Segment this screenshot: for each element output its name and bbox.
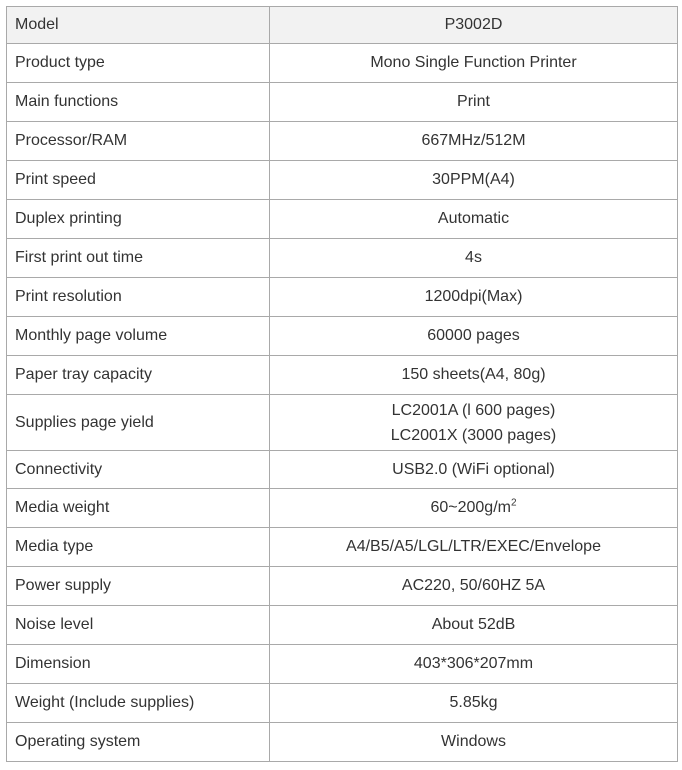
row-label: Paper tray capacity: [7, 356, 270, 395]
table-row: [7, 356, 678, 395]
table-row: [7, 606, 678, 645]
row-label: Operating system: [7, 723, 270, 762]
row-value: Windows: [270, 723, 678, 762]
table-row: [7, 278, 678, 317]
row-value-line: LC2001X (3000 pages): [390, 426, 557, 444]
table-row: [7, 395, 678, 451]
row-value: AC220, 50/60HZ 5A: [270, 567, 678, 606]
header-value: P3002D: [270, 7, 678, 44]
row-label: Main functions: [7, 83, 270, 122]
row-label: Media weight: [7, 489, 270, 528]
table-row: [7, 723, 678, 762]
header-label: Model: [7, 7, 270, 44]
row-label: Duplex printing: [7, 200, 270, 239]
row-label: Monthly page volume: [7, 317, 270, 356]
row-value-text: 60~200g/m: [430, 499, 511, 516]
row-value: [270, 395, 678, 451]
row-label: Print speed: [7, 161, 270, 200]
row-label: Noise level: [7, 606, 270, 645]
row-value: Mono Single Function Printer: [270, 44, 678, 83]
row-label: Dimension: [7, 645, 270, 684]
table-row: [7, 122, 678, 161]
row-value: About 52dB: [270, 606, 678, 645]
table-row: [7, 489, 678, 528]
row-value: USB2.0 (WiFi optional): [270, 451, 678, 489]
row-value: 667MHz/512M: [270, 122, 678, 161]
row-label: Connectivity: [7, 451, 270, 489]
row-value: Print: [270, 83, 678, 122]
table-row: [7, 83, 678, 122]
table-row: [7, 684, 678, 723]
table-row: [7, 567, 678, 606]
row-label: Power supply: [7, 567, 270, 606]
row-value: Automatic: [270, 200, 678, 239]
table-row: [7, 200, 678, 239]
table-row: [7, 645, 678, 684]
row-value: 30PPM(A4): [270, 161, 678, 200]
row-value-line: LC2001A (l 600 pages): [391, 401, 556, 419]
row-value: 60000 pages: [270, 317, 678, 356]
table-row: [7, 451, 678, 489]
row-value: 5.85kg: [270, 684, 678, 723]
row-label: Supplies page yield: [7, 395, 270, 451]
row-label: First print out time: [7, 239, 270, 278]
row-value: A4/B5/A5/LGL/LTR/EXEC/Envelope: [270, 528, 678, 567]
row-value: [270, 489, 678, 528]
row-label: Processor/RAM: [7, 122, 270, 161]
table-row: [7, 528, 678, 567]
superscript: 2: [510, 497, 517, 509]
row-label: Product type: [7, 44, 270, 83]
row-value: 403*306*207mm: [270, 645, 678, 684]
row-value: 4s: [270, 239, 678, 278]
table-row: [7, 317, 678, 356]
table-row: [7, 44, 678, 83]
row-label: Print resolution: [7, 278, 270, 317]
table-header-row: [7, 7, 678, 44]
row-value: 150 sheets(A4, 80g): [270, 356, 678, 395]
table-row: [7, 239, 678, 278]
table-row: [7, 161, 678, 200]
row-label: Weight (Include supplies): [7, 684, 270, 723]
row-value: 1200dpi(Max): [270, 278, 678, 317]
row-label: Media type: [7, 528, 270, 567]
spec-table: [6, 6, 678, 762]
